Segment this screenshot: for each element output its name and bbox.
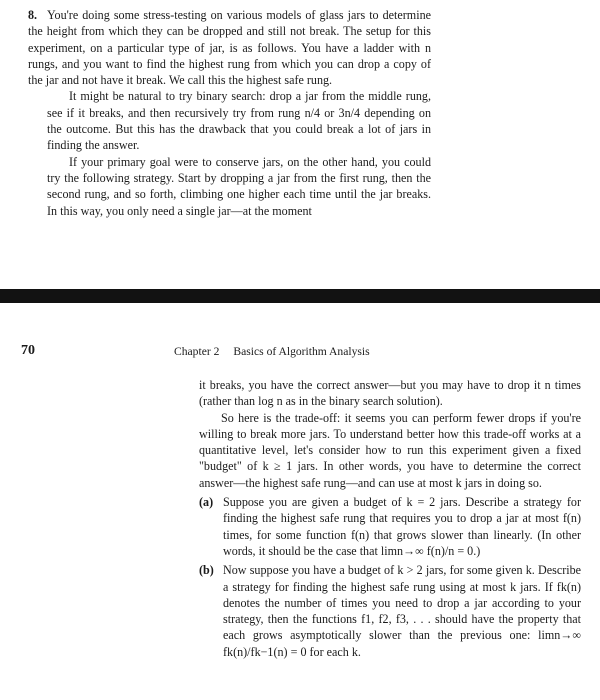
- page-divider: [0, 289, 600, 303]
- exercise-paragraph-3: If your primary goal were to conserve jars, on the other hand, you could try the following strategy. Start by dropping a jar from the first rung, then the second rung, and so forth, climbing one higher each time until the jar breaks. In this way, you only need a single jar—at the moment: [47, 154, 431, 218]
- part-a: [199, 494, 581, 559]
- exercise-number: 8.: [28, 8, 38, 22]
- part-b-text: Now suppose you have a budget of k > 2 jars, for some given k. Describe a strategy for finding the highest safe rung using at most k jars. If fk(n) denotes the number of times you need to drop a jar according to your strategy, then the functions f1, f2, f3, . . . should have the property that each grows asymptotically slower than the previous one: limn→∞ fk(n)/fk−1(n) = 0 for each k.: [223, 563, 581, 659]
- exercise-continuation: [199, 377, 581, 660]
- running-header: [174, 345, 370, 358]
- chapter-title: Basics of Algorithm Analysis: [233, 345, 370, 358]
- part-a-label: (a): [199, 495, 214, 510]
- part-b-label: (b): [199, 563, 214, 578]
- exercise-paragraph-1: [28, 7, 431, 88]
- page-number: 70: [21, 343, 35, 358]
- part-b: [199, 562, 581, 660]
- continued-paragraph-2: So here is the trade-off: it seems you can perform fewer drops if you're willing to break more jars. To understand better how this trade-off works at a quantitative level, let's consider how to run this experiment given a fixed "budget" of k ≥ 1 jars. In other words, you have to determine the correct answer—the highest safe rung—and can use at most k jars in doing so.: [199, 410, 581, 490]
- continued-paragraph-1: it breaks, you have the correct answer—but you may have to drop it n times (rather than log n as in the binary search solution).: [199, 378, 581, 409]
- chapter-label: Chapter 2: [174, 345, 220, 358]
- exercise-paragraph-2: It might be natural to try binary search: drop a jar from the middle rung, see if it breaks, and then recursively try from rung n/4 or 3n/4 depending on the outcome. But this has the drawback that you could break a lot of jars in finding the answer.: [47, 89, 431, 153]
- part-a-text: Suppose you are given a budget of k = 2 jars. Describe a strategy for finding the highest safe rung that requires you to drop a jar at most f(n) times, for some function f(n) that grows slower than linearly. (In other words, it should be the case that limn→∞ f(n)/n = 0.): [223, 495, 581, 558]
- exercise-para1-text: You're doing some stress-testing on various models of glass jars to determine the height from which they can be dropped and still not break. The setup for this experiment, on a particular type of jar, is as follows. You have a ladder with n rungs, and you want to find the highest rung from which you can drop a copy of the jar and not have it break. We call this the highest safe rung.: [28, 8, 431, 88]
- exercise-8: [28, 7, 431, 219]
